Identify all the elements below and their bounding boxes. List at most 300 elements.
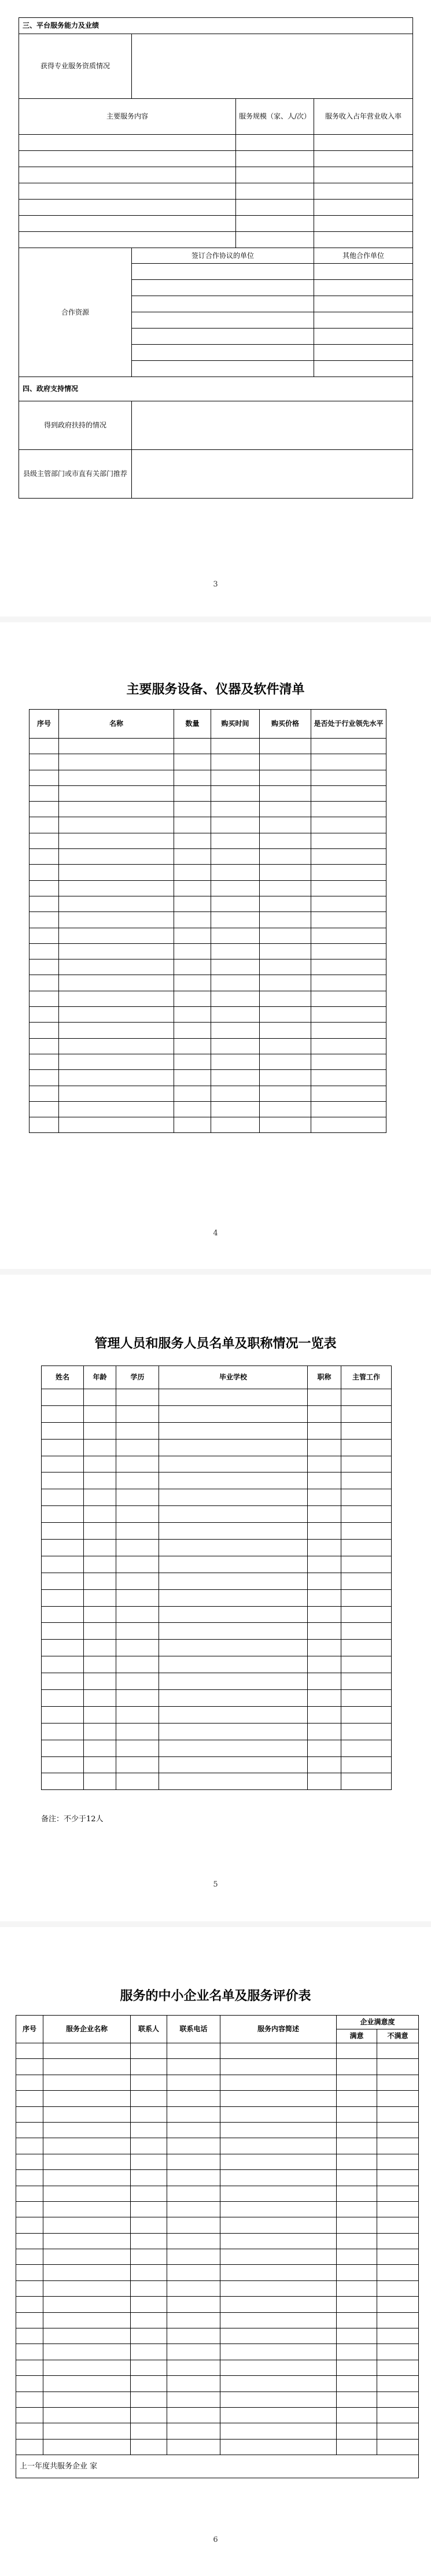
school-cell[interactable] (159, 1690, 308, 1707)
index-cell[interactable] (16, 2328, 43, 2344)
purchase-time-cell[interactable] (211, 959, 260, 975)
service-desc-cell[interactable] (220, 2154, 337, 2169)
contact-cell[interactable] (131, 2138, 167, 2154)
duty-cell[interactable] (341, 1623, 392, 1640)
service-content-cell[interactable] (19, 216, 236, 232)
phone-cell[interactable] (167, 2360, 220, 2375)
company-cell[interactable] (43, 2376, 131, 2392)
satisfied-cell[interactable] (337, 2312, 377, 2328)
quantity-cell[interactable] (174, 802, 211, 817)
index-cell[interactable] (16, 2280, 43, 2296)
name-cell[interactable] (42, 1472, 84, 1489)
leading-level-cell[interactable] (311, 739, 386, 754)
service-desc-cell[interactable] (220, 2201, 337, 2217)
index-cell[interactable] (30, 1101, 59, 1117)
age-cell[interactable] (84, 1673, 116, 1690)
contact-cell[interactable] (131, 2075, 167, 2090)
duty-cell[interactable] (341, 1589, 392, 1606)
service-desc-cell[interactable] (220, 2075, 337, 2090)
name-cell[interactable] (59, 802, 174, 817)
name-cell[interactable] (59, 928, 174, 943)
duty-cell[interactable] (341, 1723, 392, 1740)
name-cell[interactable] (42, 1723, 84, 1740)
title-cell[interactable] (308, 1623, 341, 1640)
unsatisfied-cell[interactable] (377, 2186, 419, 2201)
company-cell[interactable] (43, 2407, 131, 2423)
unsatisfied-cell[interactable] (377, 2344, 419, 2360)
duty-cell[interactable] (341, 1556, 392, 1573)
leading-level-cell[interactable] (311, 896, 386, 911)
name-cell[interactable] (42, 1523, 84, 1540)
title-cell[interactable] (308, 1389, 341, 1406)
name-cell[interactable] (42, 1439, 84, 1456)
education-cell[interactable] (116, 1673, 159, 1690)
education-cell[interactable] (116, 1756, 159, 1773)
satisfied-cell[interactable] (337, 2059, 377, 2075)
company-cell[interactable] (43, 2186, 131, 2201)
index-cell[interactable] (16, 2392, 43, 2407)
service-scale-cell[interactable] (236, 151, 314, 167)
contact-cell[interactable] (131, 2091, 167, 2106)
education-cell[interactable] (116, 1489, 159, 1506)
company-cell[interactable] (43, 2423, 131, 2439)
quantity-cell[interactable] (174, 975, 211, 991)
contact-cell[interactable] (131, 2328, 167, 2344)
school-cell[interactable] (159, 1606, 308, 1623)
phone-cell[interactable] (167, 2297, 220, 2312)
service-income-cell[interactable] (314, 135, 413, 151)
purchase-time-cell[interactable] (211, 865, 260, 880)
name-cell[interactable] (42, 1556, 84, 1573)
cooperation-signed-cell[interactable] (132, 280, 314, 296)
age-cell[interactable] (84, 1422, 116, 1439)
contact-cell[interactable] (131, 2360, 167, 2375)
title-cell[interactable] (308, 1540, 341, 1556)
purchase-time-cell[interactable] (211, 1117, 260, 1133)
purchase-price-cell[interactable] (260, 770, 311, 785)
education-cell[interactable] (116, 1706, 159, 1723)
school-cell[interactable] (159, 1439, 308, 1456)
index-cell[interactable] (30, 1086, 59, 1101)
unsatisfied-cell[interactable] (377, 2170, 419, 2186)
purchase-time-cell[interactable] (211, 1023, 260, 1038)
contact-cell[interactable] (131, 2186, 167, 2201)
leading-level-cell[interactable] (311, 943, 386, 959)
index-cell[interactable] (30, 849, 59, 865)
service-scale-cell[interactable] (236, 200, 314, 216)
purchase-time-cell[interactable] (211, 896, 260, 911)
satisfied-cell[interactable] (337, 2233, 377, 2249)
cooperation-signed-cell[interactable] (132, 329, 314, 345)
title-cell[interactable] (308, 1489, 341, 1506)
service-desc-cell[interactable] (220, 2170, 337, 2186)
cooperation-other-cell[interactable] (314, 312, 413, 329)
title-cell[interactable] (308, 1756, 341, 1773)
age-cell[interactable] (84, 1773, 116, 1790)
quantity-cell[interactable] (174, 991, 211, 1006)
index-cell[interactable] (16, 2376, 43, 2392)
company-cell[interactable] (43, 2091, 131, 2106)
contact-cell[interactable] (131, 2407, 167, 2423)
name-cell[interactable] (59, 849, 174, 865)
age-cell[interactable] (84, 1723, 116, 1740)
satisfied-cell[interactable] (337, 2297, 377, 2312)
name-cell[interactable] (59, 817, 174, 833)
quantity-cell[interactable] (174, 739, 211, 754)
school-cell[interactable] (159, 1740, 308, 1756)
service-scale-cell[interactable] (236, 232, 314, 248)
age-cell[interactable] (84, 1573, 116, 1589)
service-content-cell[interactable] (19, 167, 236, 183)
index-cell[interactable] (30, 975, 59, 991)
education-cell[interactable] (116, 1690, 159, 1707)
contact-cell[interactable] (131, 2376, 167, 2392)
title-cell[interactable] (308, 1456, 341, 1472)
leading-level-cell[interactable] (311, 1038, 386, 1054)
company-cell[interactable] (43, 2138, 131, 2154)
satisfied-cell[interactable] (337, 2122, 377, 2138)
index-cell[interactable] (16, 2360, 43, 2375)
quantity-cell[interactable] (174, 880, 211, 896)
purchase-time-cell[interactable] (211, 849, 260, 865)
school-cell[interactable] (159, 1756, 308, 1773)
name-cell[interactable] (59, 833, 174, 848)
purchase-price-cell[interactable] (260, 849, 311, 865)
quantity-cell[interactable] (174, 1101, 211, 1117)
age-cell[interactable] (84, 1623, 116, 1640)
leading-level-cell[interactable] (311, 991, 386, 1006)
service-content-cell[interactable] (19, 151, 236, 167)
phone-cell[interactable] (167, 2233, 220, 2249)
education-cell[interactable] (116, 1422, 159, 1439)
company-cell[interactable] (43, 2217, 131, 2233)
purchase-time-cell[interactable] (211, 802, 260, 817)
education-cell[interactable] (116, 1640, 159, 1656)
quantity-cell[interactable] (174, 928, 211, 943)
service-desc-cell[interactable] (220, 2249, 337, 2265)
purchase-time-cell[interactable] (211, 943, 260, 959)
company-cell[interactable] (43, 2122, 131, 2138)
education-cell[interactable] (116, 1540, 159, 1556)
satisfied-cell[interactable] (337, 2075, 377, 2090)
service-desc-cell[interactable] (220, 2186, 337, 2201)
name-cell[interactable] (59, 1023, 174, 1038)
phone-cell[interactable] (167, 2075, 220, 2090)
duty-cell[interactable] (341, 1706, 392, 1723)
contact-cell[interactable] (131, 2312, 167, 2328)
purchase-price-cell[interactable] (260, 754, 311, 770)
age-cell[interactable] (84, 1405, 116, 1422)
purchase-time-cell[interactable] (211, 1054, 260, 1069)
service-desc-cell[interactable] (220, 2376, 337, 2392)
index-cell[interactable] (30, 1054, 59, 1069)
leading-level-cell[interactable] (311, 1101, 386, 1117)
name-cell[interactable] (42, 1389, 84, 1406)
cooperation-other-cell[interactable] (314, 280, 413, 296)
purchase-time-cell[interactable] (211, 785, 260, 801)
age-cell[interactable] (84, 1640, 116, 1656)
title-cell[interactable] (308, 1556, 341, 1573)
service-desc-cell[interactable] (220, 2059, 337, 2075)
purchase-time-cell[interactable] (211, 770, 260, 785)
quantity-cell[interactable] (174, 896, 211, 911)
phone-cell[interactable] (167, 2122, 220, 2138)
title-cell[interactable] (308, 1706, 341, 1723)
index-cell[interactable] (16, 2265, 43, 2280)
purchase-time-cell[interactable] (211, 928, 260, 943)
age-cell[interactable] (84, 1690, 116, 1707)
education-cell[interactable] (116, 1773, 159, 1790)
service-scale-cell[interactable] (236, 183, 314, 200)
duty-cell[interactable] (341, 1506, 392, 1523)
service-desc-cell[interactable] (220, 2280, 337, 2296)
company-cell[interactable] (43, 2265, 131, 2280)
school-cell[interactable] (159, 1656, 308, 1673)
satisfied-cell[interactable] (337, 2201, 377, 2217)
index-cell[interactable] (16, 2059, 43, 2075)
index-cell[interactable] (30, 865, 59, 880)
company-cell[interactable] (43, 2233, 131, 2249)
name-cell[interactable] (42, 1456, 84, 1472)
unsatisfied-cell[interactable] (377, 2075, 419, 2090)
education-cell[interactable] (116, 1623, 159, 1640)
purchase-price-cell[interactable] (260, 1070, 311, 1086)
index-cell[interactable] (30, 1117, 59, 1133)
name-cell[interactable] (59, 754, 174, 770)
title-cell[interactable] (308, 1606, 341, 1623)
name-cell[interactable] (42, 1690, 84, 1707)
name-cell[interactable] (42, 1756, 84, 1773)
index-cell[interactable] (16, 2043, 43, 2059)
unsatisfied-cell[interactable] (377, 2233, 419, 2249)
company-cell[interactable] (43, 2392, 131, 2407)
unsatisfied-cell[interactable] (377, 2138, 419, 2154)
name-cell[interactable] (59, 896, 174, 911)
cooperation-other-cell[interactable] (314, 329, 413, 345)
unsatisfied-cell[interactable] (377, 2312, 419, 2328)
title-cell[interactable] (308, 1573, 341, 1589)
index-cell[interactable] (30, 802, 59, 817)
title-cell[interactable] (308, 1439, 341, 1456)
name-cell[interactable] (42, 1589, 84, 1606)
satisfied-cell[interactable] (337, 2043, 377, 2059)
leading-level-cell[interactable] (311, 880, 386, 896)
age-cell[interactable] (84, 1589, 116, 1606)
cooperation-signed-cell[interactable] (132, 361, 314, 377)
index-cell[interactable] (30, 770, 59, 785)
index-cell[interactable] (30, 817, 59, 833)
phone-cell[interactable] (167, 2170, 220, 2186)
service-desc-cell[interactable] (220, 2360, 337, 2375)
quantity-cell[interactable] (174, 1007, 211, 1023)
purchase-price-cell[interactable] (260, 959, 311, 975)
leading-level-cell[interactable] (311, 959, 386, 975)
satisfied-cell[interactable] (337, 2392, 377, 2407)
leading-level-cell[interactable] (311, 1070, 386, 1086)
service-income-cell[interactable] (314, 151, 413, 167)
leading-level-cell[interactable] (311, 928, 386, 943)
index-cell[interactable] (16, 2138, 43, 2154)
leading-level-cell[interactable] (311, 770, 386, 785)
leading-level-cell[interactable] (311, 1007, 386, 1023)
age-cell[interactable] (84, 1540, 116, 1556)
name-cell[interactable] (42, 1656, 84, 1673)
unsatisfied-cell[interactable] (377, 2249, 419, 2265)
purchase-time-cell[interactable] (211, 754, 260, 770)
satisfied-cell[interactable] (337, 2360, 377, 2375)
contact-cell[interactable] (131, 2344, 167, 2360)
school-cell[interactable] (159, 1706, 308, 1723)
leading-level-cell[interactable] (311, 833, 386, 848)
service-desc-cell[interactable] (220, 2122, 337, 2138)
name-cell[interactable] (59, 785, 174, 801)
quantity-cell[interactable] (174, 754, 211, 770)
index-cell[interactable] (16, 2344, 43, 2360)
unsatisfied-cell[interactable] (377, 2423, 419, 2439)
phone-cell[interactable] (167, 2059, 220, 2075)
contact-cell[interactable] (131, 2043, 167, 2059)
name-cell[interactable] (59, 1038, 174, 1054)
name-cell[interactable] (59, 1086, 174, 1101)
contact-cell[interactable] (131, 2423, 167, 2439)
unsatisfied-cell[interactable] (377, 2439, 419, 2455)
title-cell[interactable] (308, 1673, 341, 1690)
service-scale-cell[interactable] (236, 135, 314, 151)
purchase-time-cell[interactable] (211, 991, 260, 1006)
name-cell[interactable] (42, 1489, 84, 1506)
quantity-cell[interactable] (174, 770, 211, 785)
duty-cell[interactable] (341, 1573, 392, 1589)
purchase-price-cell[interactable] (260, 912, 311, 928)
unsatisfied-cell[interactable] (377, 2059, 419, 2075)
purchase-price-cell[interactable] (260, 943, 311, 959)
index-cell[interactable] (16, 2407, 43, 2423)
service-desc-cell[interactable] (220, 2091, 337, 2106)
service-income-cell[interactable] (314, 232, 413, 248)
satisfied-cell[interactable] (337, 2186, 377, 2201)
service-desc-cell[interactable] (220, 2392, 337, 2407)
school-cell[interactable] (159, 1489, 308, 1506)
education-cell[interactable] (116, 1439, 159, 1456)
service-desc-cell[interactable] (220, 2138, 337, 2154)
name-cell[interactable] (59, 1054, 174, 1069)
index-cell[interactable] (16, 2075, 43, 2090)
service-desc-cell[interactable] (220, 2423, 337, 2439)
title-cell[interactable] (308, 1506, 341, 1523)
contact-cell[interactable] (131, 2106, 167, 2122)
duty-cell[interactable] (341, 1422, 392, 1439)
quantity-cell[interactable] (174, 1070, 211, 1086)
quantity-cell[interactable] (174, 865, 211, 880)
index-cell[interactable] (16, 2233, 43, 2249)
purchase-price-cell[interactable] (260, 1086, 311, 1101)
satisfied-cell[interactable] (337, 2106, 377, 2122)
leading-level-cell[interactable] (311, 1086, 386, 1101)
school-cell[interactable] (159, 1673, 308, 1690)
phone-cell[interactable] (167, 2312, 220, 2328)
purchase-price-cell[interactable] (260, 739, 311, 754)
contact-cell[interactable] (131, 2297, 167, 2312)
title-cell[interactable] (308, 1773, 341, 1790)
education-cell[interactable] (116, 1405, 159, 1422)
company-cell[interactable] (43, 2439, 131, 2455)
title-cell[interactable] (308, 1640, 341, 1656)
service-desc-cell[interactable] (220, 2297, 337, 2312)
company-cell[interactable] (43, 2297, 131, 2312)
title-cell[interactable] (308, 1589, 341, 1606)
index-cell[interactable] (16, 2297, 43, 2312)
education-cell[interactable] (116, 1506, 159, 1523)
quantity-cell[interactable] (174, 1117, 211, 1133)
name-cell[interactable] (42, 1506, 84, 1523)
leading-level-cell[interactable] (311, 849, 386, 865)
contact-cell[interactable] (131, 2170, 167, 2186)
company-cell[interactable] (43, 2344, 131, 2360)
contact-cell[interactable] (131, 2201, 167, 2217)
service-content-cell[interactable] (19, 200, 236, 216)
phone-cell[interactable] (167, 2201, 220, 2217)
index-cell[interactable] (30, 880, 59, 896)
age-cell[interactable] (84, 1656, 116, 1673)
cooperation-signed-cell[interactable] (132, 264, 314, 280)
quantity-cell[interactable] (174, 959, 211, 975)
name-cell[interactable] (59, 959, 174, 975)
index-cell[interactable] (16, 2091, 43, 2106)
age-cell[interactable] (84, 1606, 116, 1623)
index-cell[interactable] (30, 943, 59, 959)
unsatisfied-cell[interactable] (377, 2328, 419, 2344)
name-cell[interactable] (42, 1405, 84, 1422)
index-cell[interactable] (16, 2170, 43, 2186)
phone-cell[interactable] (167, 2106, 220, 2122)
quantity-cell[interactable] (174, 1054, 211, 1069)
purchase-time-cell[interactable] (211, 912, 260, 928)
duty-cell[interactable] (341, 1656, 392, 1673)
service-desc-cell[interactable] (220, 2233, 337, 2249)
unsatisfied-cell[interactable] (377, 2201, 419, 2217)
index-cell[interactable] (16, 2154, 43, 2169)
name-cell[interactable] (42, 1706, 84, 1723)
satisfied-cell[interactable] (337, 2265, 377, 2280)
duty-cell[interactable] (341, 1640, 392, 1656)
name-cell[interactable] (59, 975, 174, 991)
quantity-cell[interactable] (174, 1023, 211, 1038)
title-cell[interactable] (308, 1405, 341, 1422)
service-desc-cell[interactable] (220, 2265, 337, 2280)
school-cell[interactable] (159, 1389, 308, 1406)
company-cell[interactable] (43, 2170, 131, 2186)
phone-cell[interactable] (167, 2265, 220, 2280)
service-income-cell[interactable] (314, 183, 413, 200)
contact-cell[interactable] (131, 2233, 167, 2249)
purchase-price-cell[interactable] (260, 785, 311, 801)
contact-cell[interactable] (131, 2122, 167, 2138)
age-cell[interactable] (84, 1439, 116, 1456)
purchase-price-cell[interactable] (260, 1101, 311, 1117)
service-desc-cell[interactable] (220, 2439, 337, 2455)
name-cell[interactable] (42, 1606, 84, 1623)
satisfied-cell[interactable] (337, 2280, 377, 2296)
quantity-cell[interactable] (174, 1086, 211, 1101)
education-cell[interactable] (116, 1740, 159, 1756)
satisfied-cell[interactable] (337, 2344, 377, 2360)
contact-cell[interactable] (131, 2280, 167, 2296)
index-cell[interactable] (16, 2217, 43, 2233)
index-cell[interactable] (30, 785, 59, 801)
education-cell[interactable] (116, 1656, 159, 1673)
name-cell[interactable] (59, 991, 174, 1006)
name-cell[interactable] (42, 1773, 84, 1790)
